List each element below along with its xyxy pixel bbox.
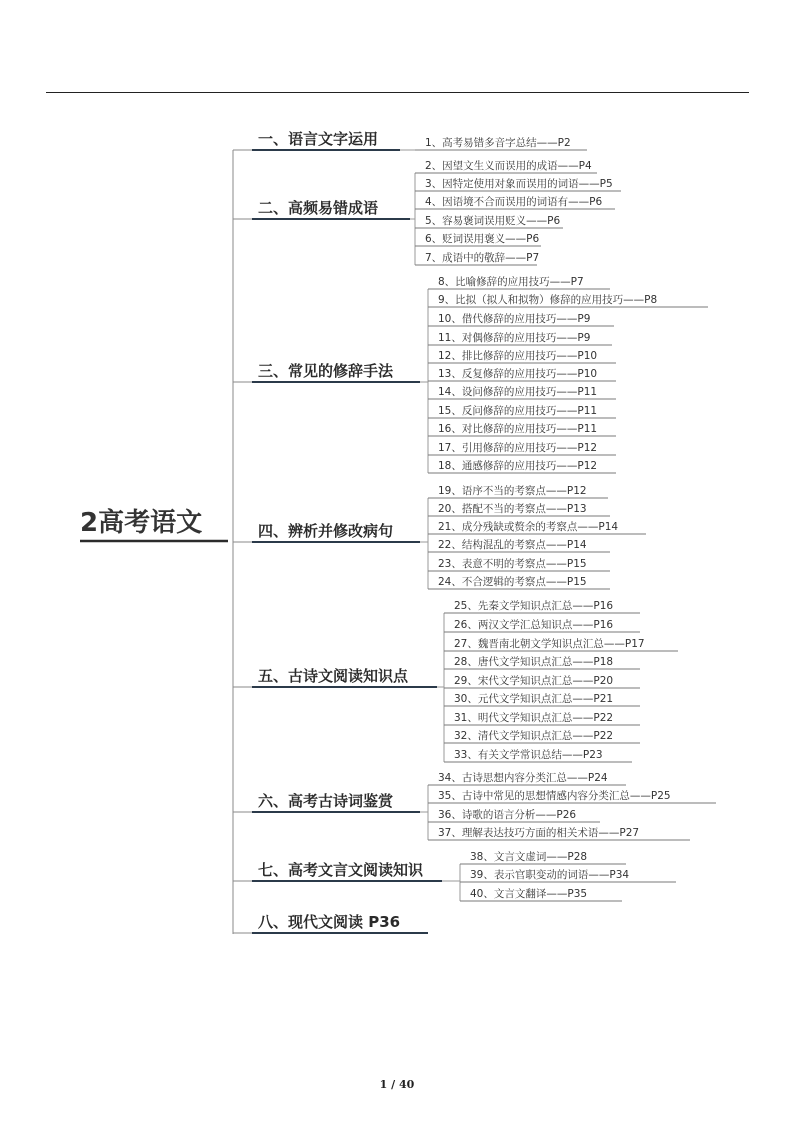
- section-title: 八、现代文阅读 P36: [258, 913, 401, 931]
- toc-item: 13、反复修辞的应用技巧——P10: [438, 368, 598, 380]
- toc-item: 9、比拟（拟人和拟物）修辞的应用技巧——P8: [438, 294, 658, 306]
- toc-item: 24、不合逻辑的考察点——P15: [438, 576, 587, 588]
- toc-item: 11、对偶修辞的应用技巧——P9: [438, 332, 591, 344]
- toc-item: 12、排比修辞的应用技巧——P10: [438, 350, 598, 362]
- toc-item: 6、贬词误用褒义——P6: [425, 233, 540, 245]
- toc-item: 30、元代文学知识点汇总——P21: [454, 693, 614, 705]
- toc-item: 36、诗歌的语言分析——P26: [438, 809, 577, 821]
- toc-item: 21、成分残缺或赘余的考察点——P14: [438, 521, 619, 533]
- toc-item: 22、结构混乱的考察点——P14: [438, 539, 587, 551]
- toc-item: 18、通感修辞的应用技巧——P12: [438, 460, 598, 472]
- section-title: 六、高考古诗词鉴赏: [258, 792, 394, 810]
- root-title: 2高考语文: [80, 508, 203, 538]
- toc-item: 33、有关文学常识总结——P23: [454, 749, 603, 761]
- toc-item: 8、比喻修辞的应用技巧——P7: [438, 276, 584, 288]
- toc-item: 14、设问修辞的应用技巧——P11: [438, 386, 598, 398]
- section-title: 七、高考文言文阅读知识: [258, 861, 424, 879]
- toc-item: 20、搭配不当的考察点——P13: [438, 503, 587, 515]
- toc-item: 31、明代文学知识点汇总——P22: [454, 712, 614, 724]
- toc-item: 16、对比修辞的应用技巧——P11: [438, 423, 598, 435]
- section-title: 四、辨析并修改病句: [258, 522, 394, 540]
- section-title: 一、语言文字运用: [258, 130, 379, 148]
- toc-item: 27、魏晋南北朝文学知识点汇总——P17: [454, 638, 645, 650]
- toc-item: 19、语序不当的考察点——P12: [438, 485, 587, 497]
- toc-item: 39、表示官职变动的词语——P34: [470, 869, 630, 881]
- toc-item: 28、唐代文学知识点汇总——P18: [454, 656, 614, 668]
- toc-item: 7、成语中的敬辞——P7: [425, 252, 540, 264]
- toc-item: 17、引用修辞的应用技巧——P12: [438, 442, 598, 454]
- toc-item: 29、宋代文学知识点汇总——P20: [454, 675, 614, 687]
- toc-item: 15、反问修辞的应用技巧——P11: [438, 405, 598, 417]
- section-title: 二、高频易错成语: [258, 199, 379, 217]
- page-number: 1 / 40: [379, 1078, 415, 1091]
- toc-item: 34、古诗思想内容分类汇总——P24: [438, 772, 608, 784]
- toc-item: 26、两汉文学汇总知识点——P16: [454, 619, 614, 631]
- toc-item: 1、高考易错多音字总结——P2: [425, 137, 571, 149]
- toc-item: 10、借代修辞的应用技巧——P9: [438, 313, 591, 325]
- toc-item: 23、表意不明的考察点——P15: [438, 558, 587, 570]
- section-title: 五、古诗文阅读知识点: [258, 667, 409, 685]
- toc-item: 37、理解表达技巧方面的相关术语——P27: [438, 827, 640, 839]
- toc-item: 2、因望文生义而误用的成语——P4: [425, 160, 592, 172]
- section-title: 三、常见的修辞手法: [258, 362, 394, 380]
- toc-item: 38、文言文虚词——P28: [470, 851, 588, 863]
- toc-item: 32、清代文学知识点汇总——P22: [454, 730, 614, 742]
- toc-item: 35、古诗中常见的思想情感内容分类汇总——P25: [438, 790, 671, 802]
- toc-item: 3、因特定使用对象而误用的词语——P5: [425, 178, 613, 190]
- toc-item: 40、文言文翻译——P35: [470, 888, 588, 900]
- toc-item: 25、先秦文学知识点汇总——P16: [454, 600, 614, 612]
- toc-item: 4、因语境不合而误用的词语有——P6: [425, 196, 603, 208]
- toc-item: 5、容易褒词误用贬义——P6: [425, 215, 561, 227]
